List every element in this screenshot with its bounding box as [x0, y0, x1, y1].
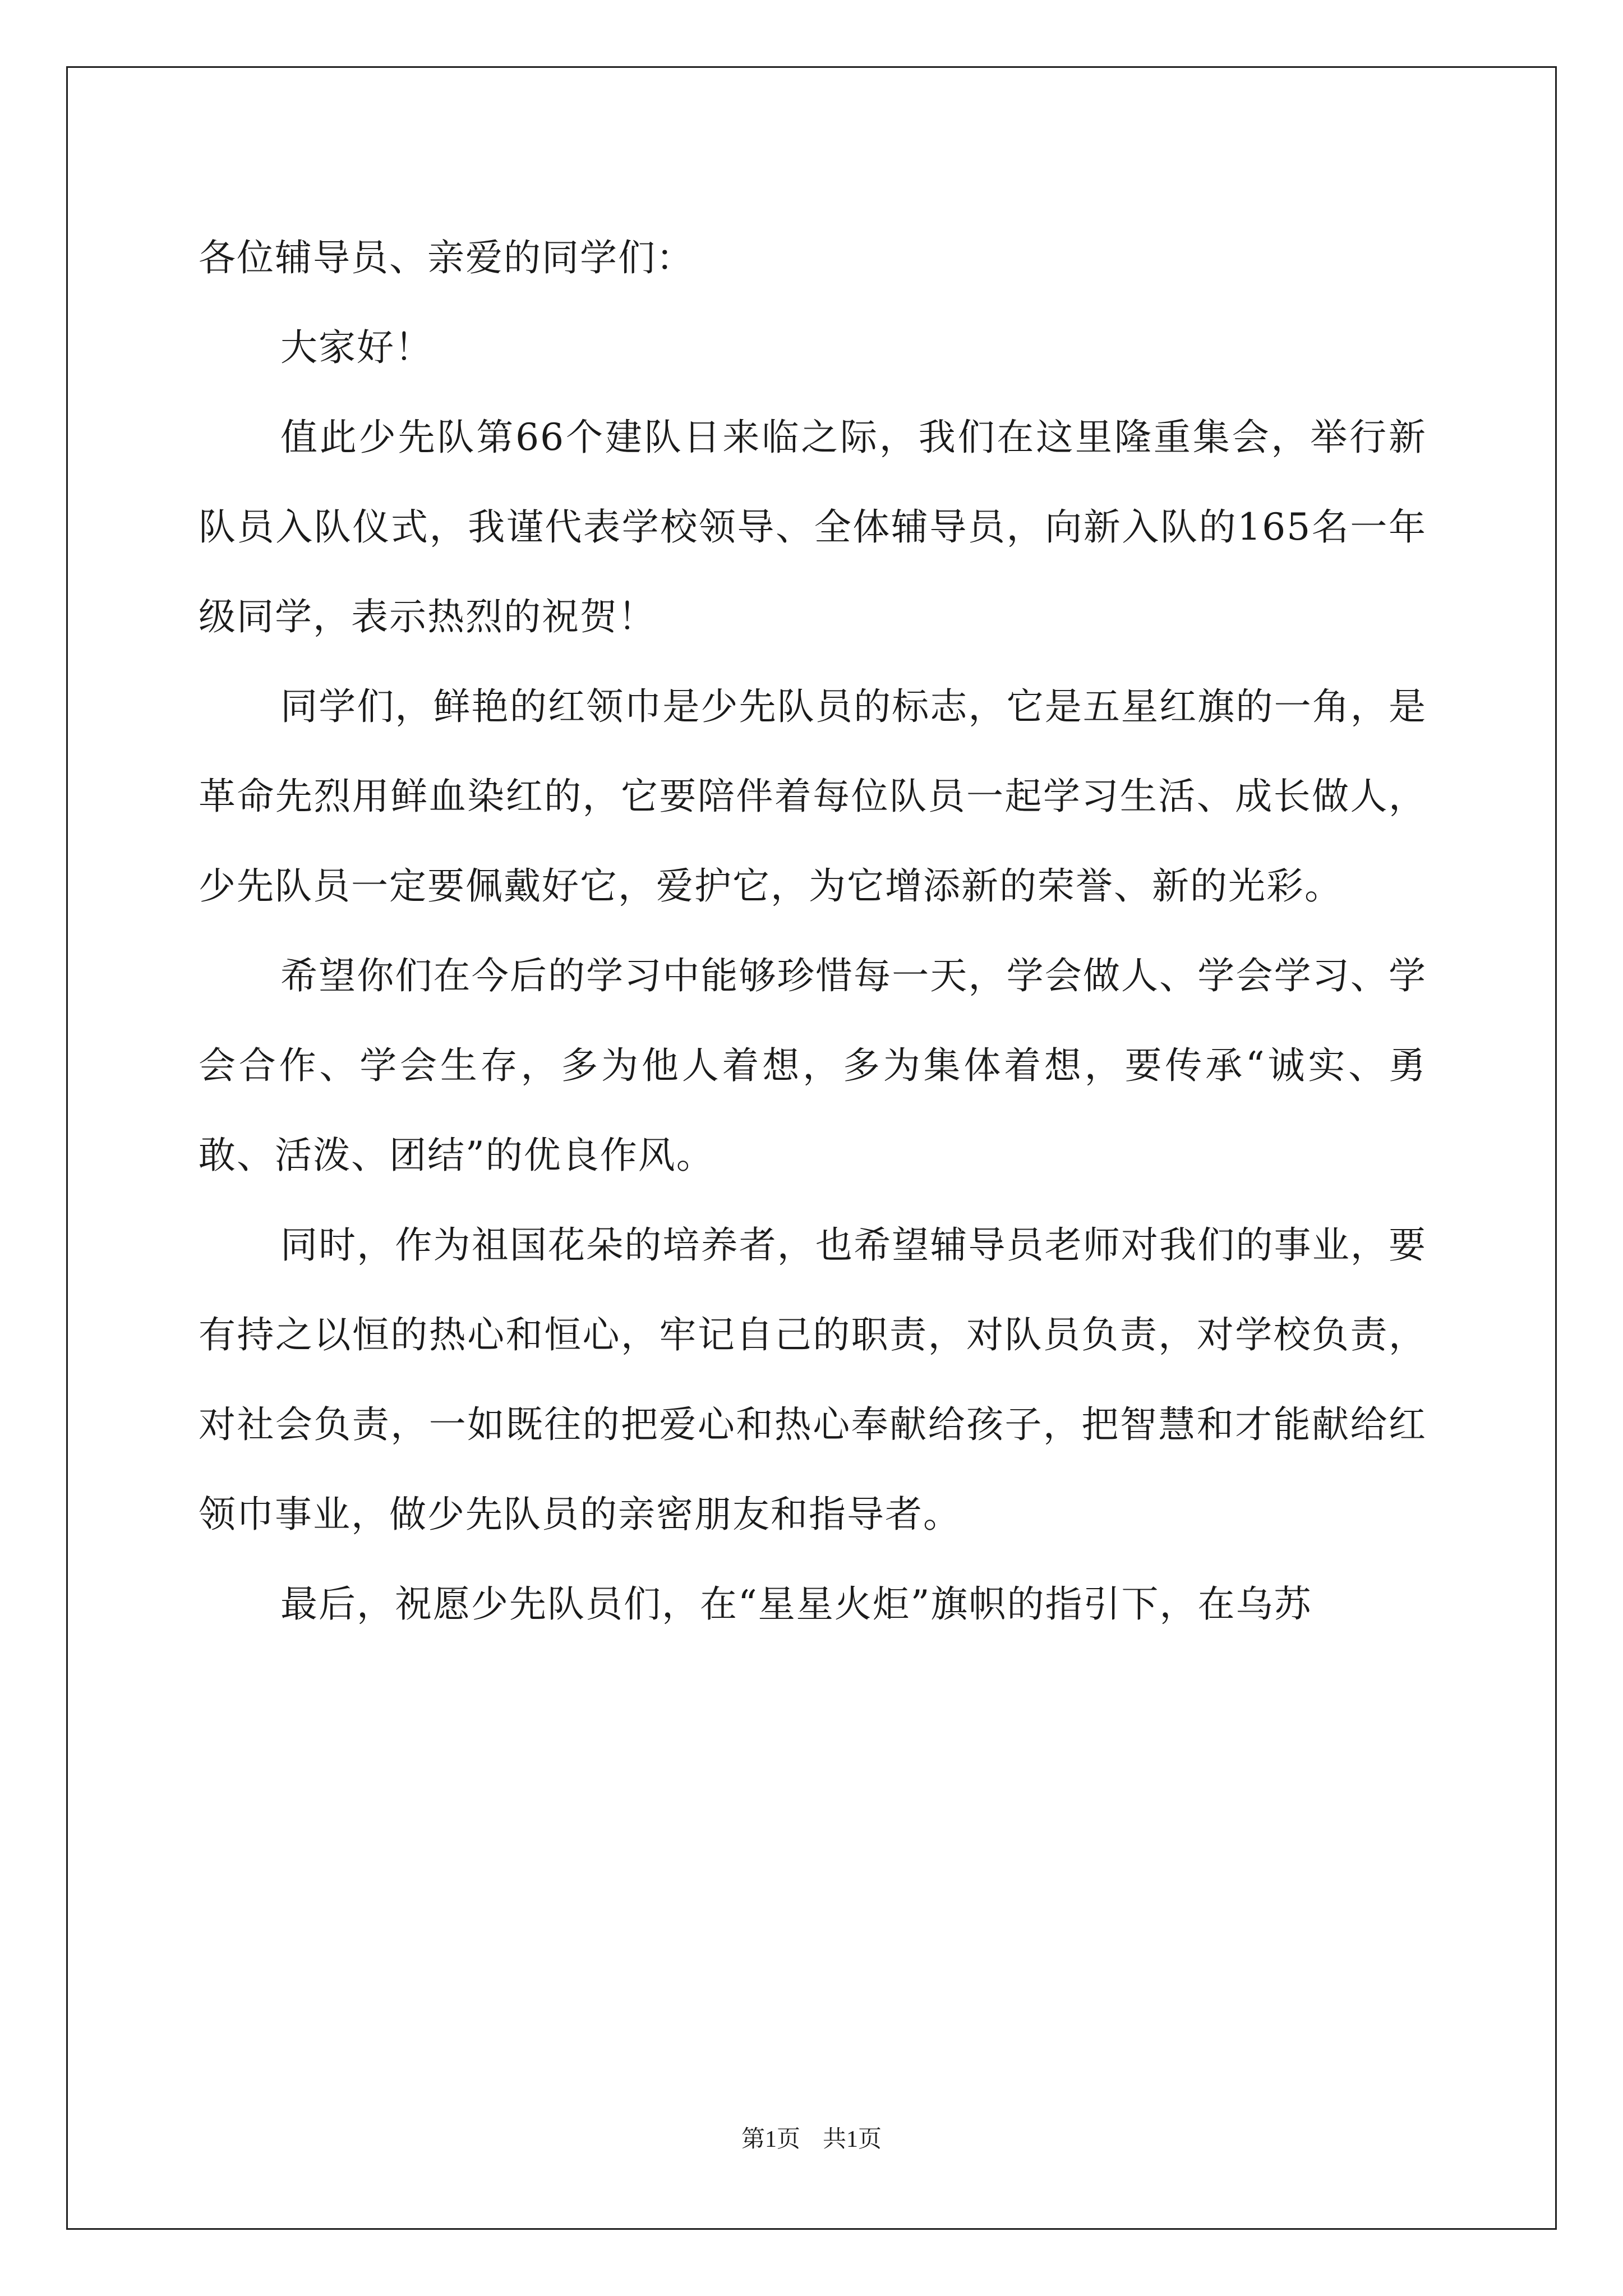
paragraph-closing: 最后，祝愿少先队员们，在“星星火炬”旗帜的指引下，在乌苏 [280, 1582, 1312, 1626]
page-number: 第1页 [741, 2127, 800, 2152]
page-footer [0, 2120, 1623, 2154]
paragraph-hopes: 希望你们在今后的学习中能够珍惜每一天，学会做人、学会学习、学会合作、学会生存，多为他人着想，多为集体着想，要传承“诚实、勇敢、活泼、团结”的优良作风。 [199, 954, 1427, 1177]
salutation: 各位辅导员、亲爱的同学们： [199, 236, 694, 279]
paragraph-greeting: 大家好！ [280, 326, 433, 369]
paragraph-ceremony: 值此少先队第66个建队日来临之际，我们在这里隆重集会，举行新队员入队仪式，我谨代表学校领导、全体辅导员，向新入队的165名一年级同学，表示热烈的祝贺！ [199, 416, 1427, 638]
document-body [199, 213, 1427, 1649]
page-total: 共1页 [823, 2127, 882, 2152]
paragraph-red-scarf: 同学们，鲜艳的红领巾是少先队员的标志，它是五星红旗的一角，是革命先烈用鲜血染红的，它要陪伴着每位队员一起学习生活、成长做人，少先队员一定要佩戴好它，爱护它，为它增添新的荣誉、新的光彩。 [199, 685, 1427, 908]
paragraph-counselors: 同时，作为祖国花朵的培养者，也希望辅导员老师对我们的事业，要有持之以恒的热心和恒心，牢记自己的职责，对队员负责，对学校负责，对社会负责，一如既往的把爱心和热心奉献给孩子，把智慧和才能献给红领巾事业，做少先队员的亲密朋友和指导者。 [199, 1223, 1427, 1536]
